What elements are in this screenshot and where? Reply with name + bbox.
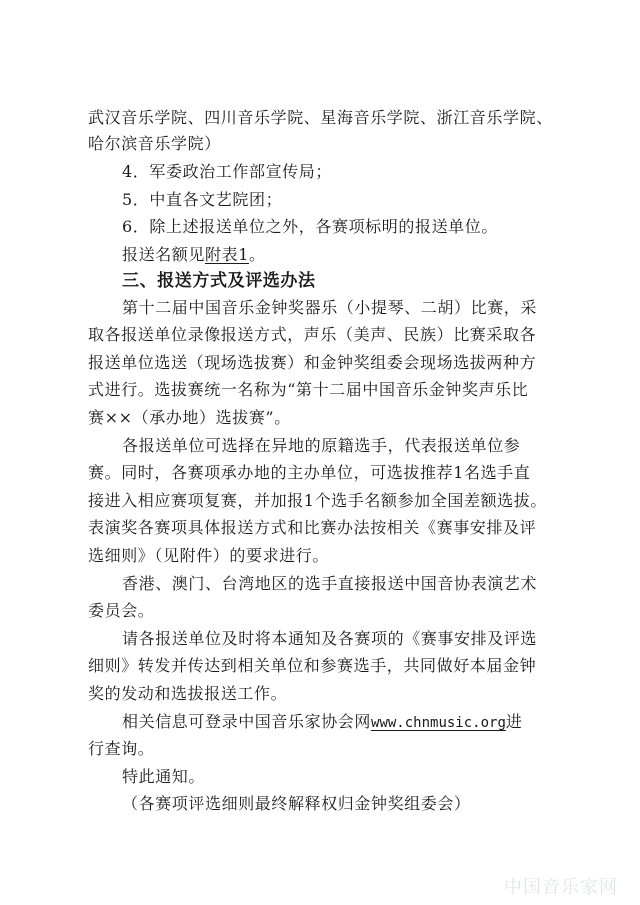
paragraph-line: 细则》转发并传达到相关单位和参赛选手，共同做好本届金钟 (88, 656, 537, 675)
text-line: 武汉音乐学院、四川音乐学院、星海音乐学院、浙江音乐学院、 (88, 108, 553, 127)
paragraph-line: 行查询。 (88, 739, 155, 758)
info-suffix: 进 (505, 712, 523, 731)
list-item: 5．中直各文艺院团； (122, 190, 283, 209)
paragraph-line: 取各报送单位录像报送方式，声乐（美声、民族）比赛采取各 (88, 325, 537, 344)
paragraph-line: 接进入相应赛项复赛，并加报1个选手名额参加全国差额选拔。 (88, 491, 547, 510)
closing-line: 特此通知。 (122, 767, 206, 786)
paragraph-line: 委员会。 (88, 601, 155, 620)
section-heading: 三、报送方式及评选办法 (122, 271, 316, 291)
paragraph-line: 选细则》（见附件）的要求进行。 (88, 546, 330, 565)
quota-prefix: 报送名额见 (122, 245, 206, 264)
website-link[interactable]: www.chnmusic.org (371, 715, 506, 731)
paragraph-line: 赛××（承办地）选拔赛”。 (88, 408, 291, 427)
paragraph-line: 奖的发动和选拔报送工作。 (88, 684, 288, 703)
note-line: （各赛项评选细则最终解释权归金钟奖组委会） (122, 794, 471, 813)
paragraph-line: 表演奖各赛项具体报送方式和比赛办法按相关《赛事安排及评 (88, 518, 537, 537)
paragraph-line: 各报送单位可选择在异地的原籍选手，代表报送单位参 (122, 436, 521, 455)
text-line: 哈尔滨音乐学院） (88, 134, 221, 153)
info-line (122, 712, 522, 733)
info-prefix: 相关信息可登录中国音乐家协会网 (122, 712, 372, 731)
quota-line (122, 245, 266, 265)
watermark: 中国音乐家网 (504, 877, 618, 898)
paragraph-line: 请各报送单位及时将本通知及各赛项的《赛事安排及评选 (122, 629, 538, 648)
paragraph-line: 香港、澳门、台湾地区的选手直接报送中国音协表演艺术 (122, 574, 538, 593)
paragraph-line: 第十二届中国音乐金钟奖器乐（小提琴、二胡）比赛，采 (122, 298, 538, 317)
paragraph-line: 式进行。选拔赛统一名称为“第十二届中国音乐金钟奖声乐比 (88, 380, 529, 399)
list-item: 4．军委政治工作部宣传局； (122, 162, 332, 181)
quota-link[interactable]: 附表1 (205, 245, 249, 264)
paragraph-line: 赛。同时，各赛项承办地的主办单位，可选拔推荐1名选手直 (88, 463, 531, 482)
paragraph-line: 报送单位选送（现场选拔赛）和金钟奖组委会现场选拔两种方 (88, 353, 537, 372)
quota-suffix: 。 (249, 245, 266, 264)
list-item: 6．除上述报送单位之外，各赛项标明的报送单位。 (122, 217, 498, 236)
